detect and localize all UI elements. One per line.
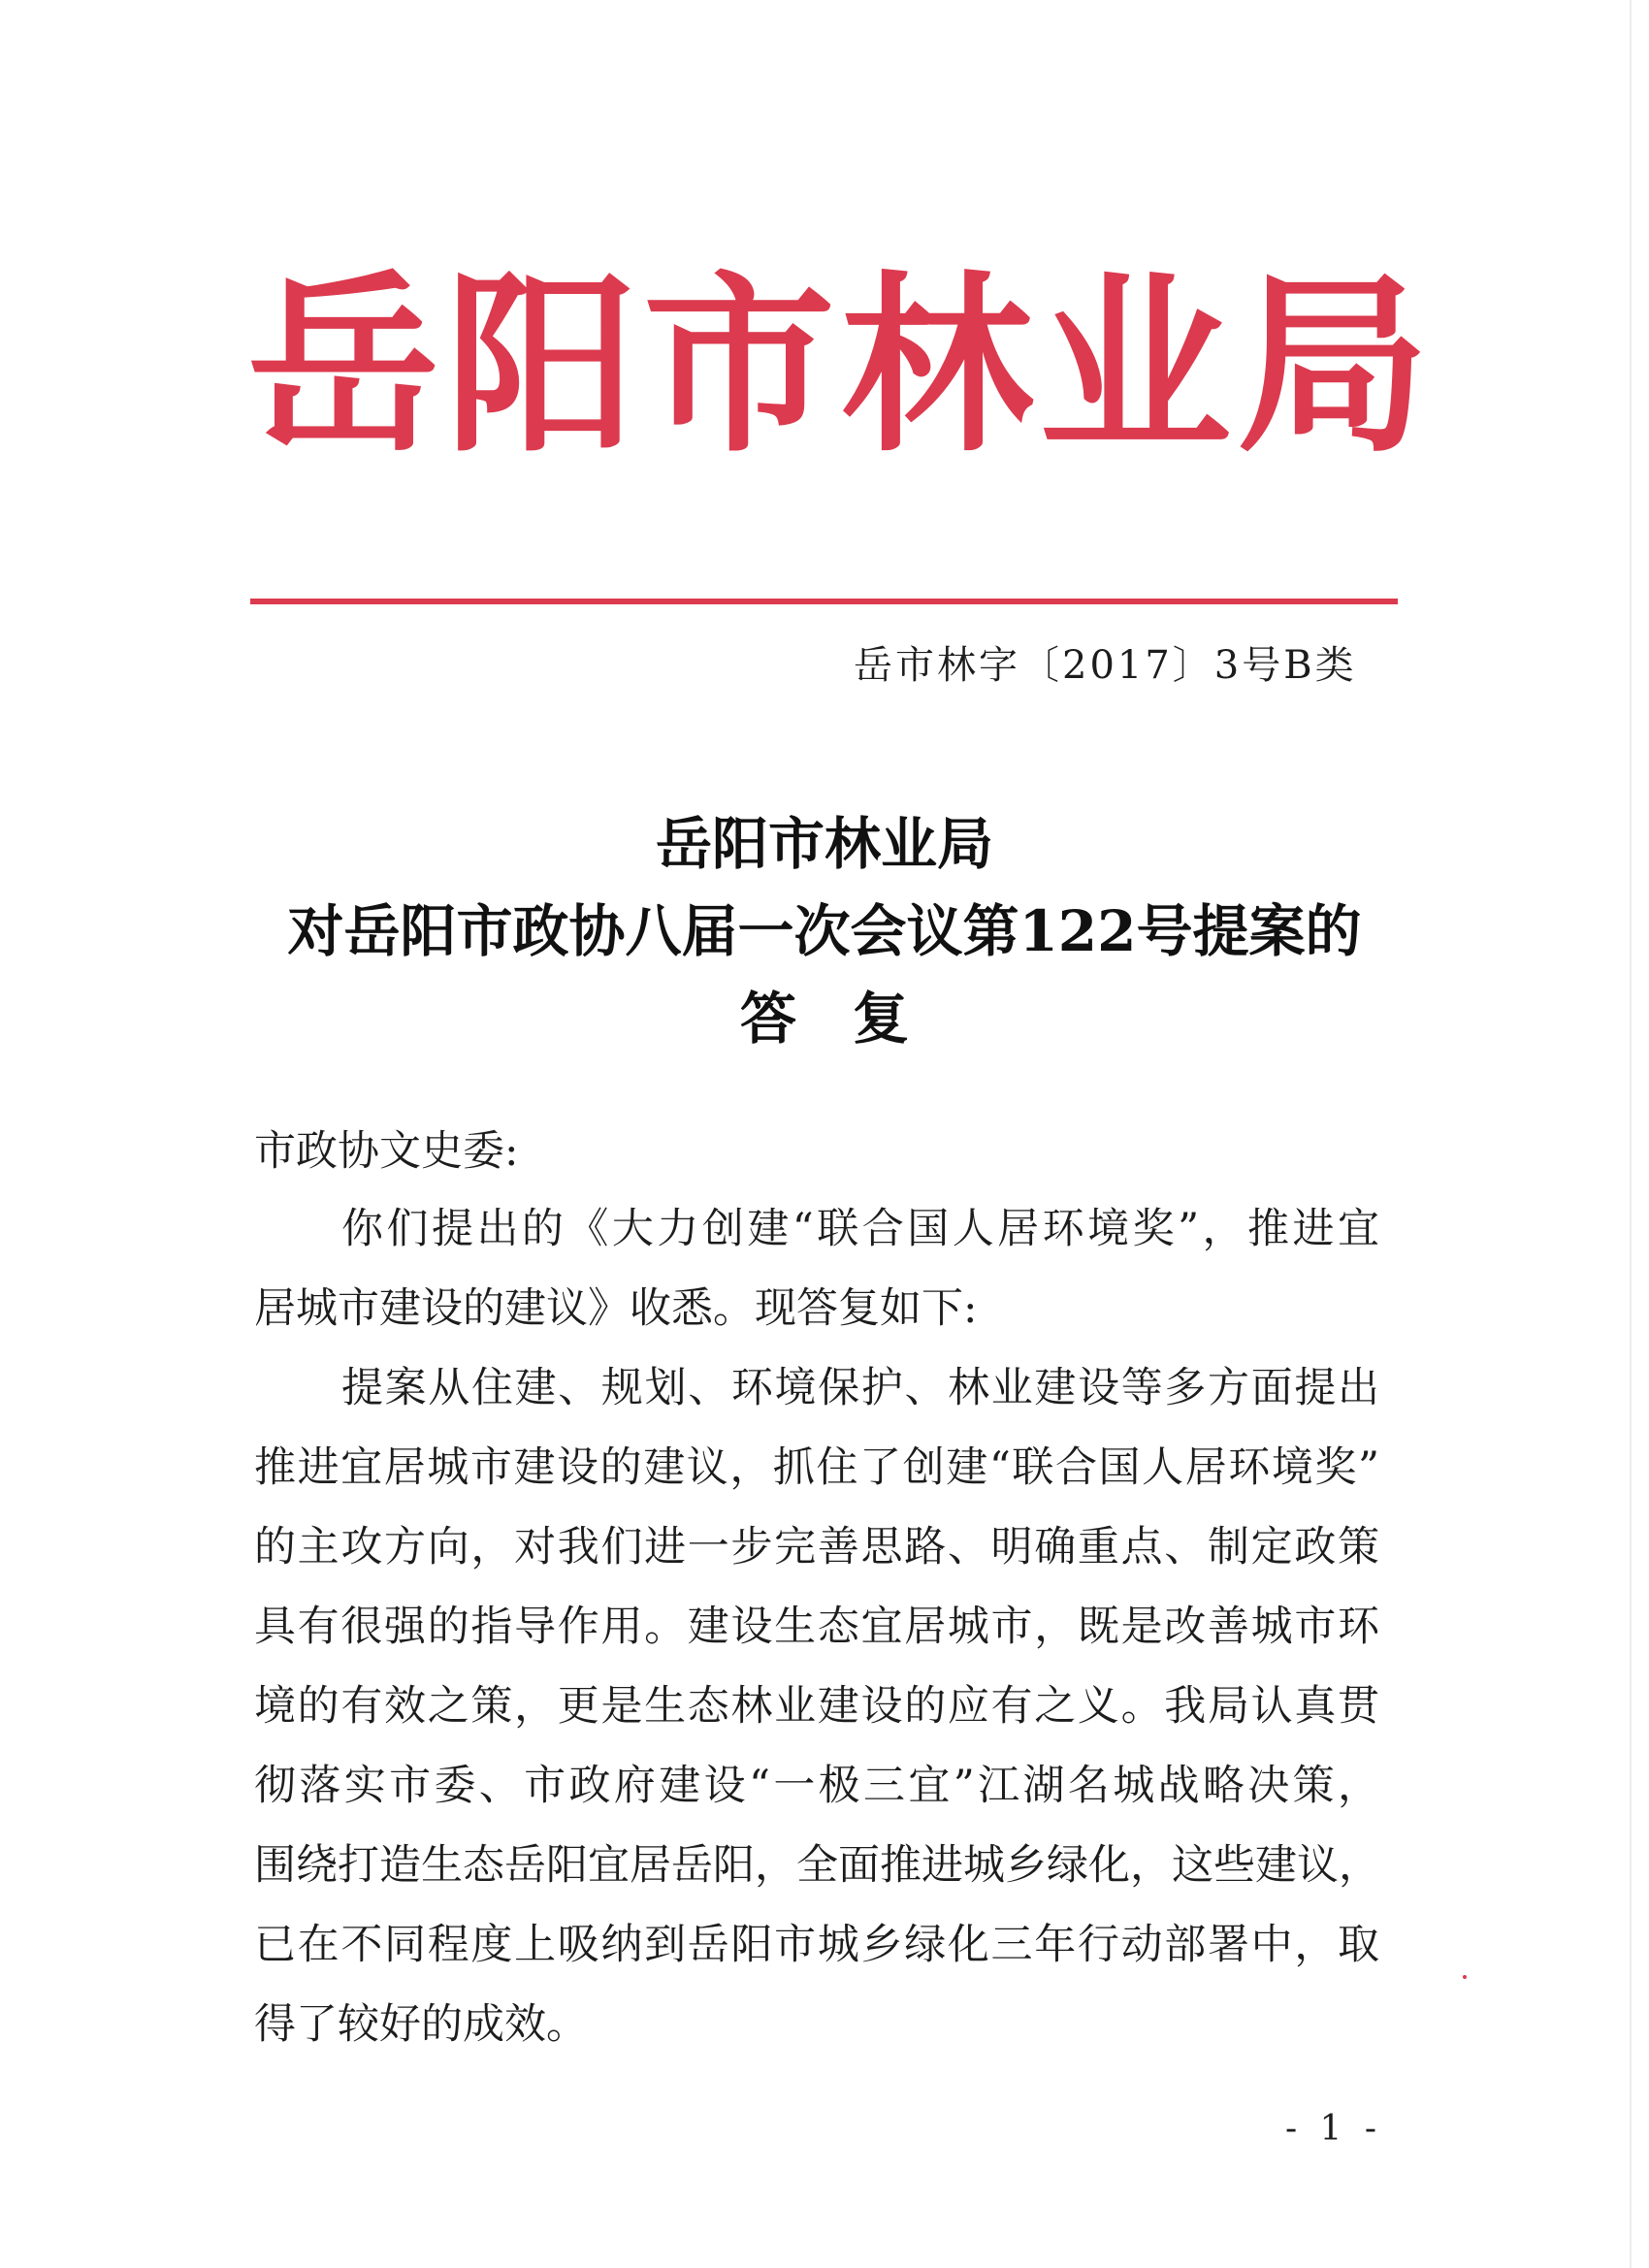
salutation: 市政协文史委: xyxy=(254,1127,519,1176)
body-line: 围绕打造生态岳阳宜居岳阳，全面推进城乡绿化，这些建议， xyxy=(254,1841,1380,1890)
body-line: 的主攻方向，对我们进一步完善思路、明确重点、制定政策 xyxy=(254,1523,1379,1571)
masthead-org-name: 岳阳市林业局 xyxy=(247,252,1435,478)
red-divider-line xyxy=(250,599,1398,604)
body-line: 彻落实市委、市政府建设“一极三宜”江湖名城战略决策， xyxy=(254,1762,1379,1810)
page-number: - 1 - xyxy=(1284,2109,1383,2149)
ink-speck xyxy=(1463,1975,1467,1979)
document-number: 岳市林字〔2017〕3号B类 xyxy=(854,643,1357,688)
body-line: 推进宜居城市建设的建议，抓住了创建“联合国人居环境奖” xyxy=(254,1443,1379,1492)
body-line: 境的有效之策，更是生态林业建设的应有之义。我局认真贯 xyxy=(254,1682,1379,1731)
body-line: 具有很强的指导作用。建设生态宜居城市，既是改善城市环 xyxy=(254,1603,1379,1651)
title-line-1: 岳阳市林业局 xyxy=(655,811,993,877)
body-line: 居城市建设的建议》收悉。现答复如下: xyxy=(254,1284,978,1333)
body-line: 得了较好的成效。 xyxy=(254,2000,588,2049)
body-line: 已在不同程度上吸纳到岳阳市城乡绿化三年行动部署中，取 xyxy=(254,1921,1379,1969)
title-line-3: 答复 xyxy=(739,986,965,1052)
body-line: 你们提出的《大力创建“联合国人居环境奖”，推进宜 xyxy=(341,1205,1379,1253)
body-line: 提案从住建、规划、环境保护、林业建设等多方面提出 xyxy=(341,1364,1379,1412)
title-line-2: 对岳阳市政协八届一次会议第122号提案的 xyxy=(287,898,1362,964)
scan-edge xyxy=(1630,0,1632,2268)
